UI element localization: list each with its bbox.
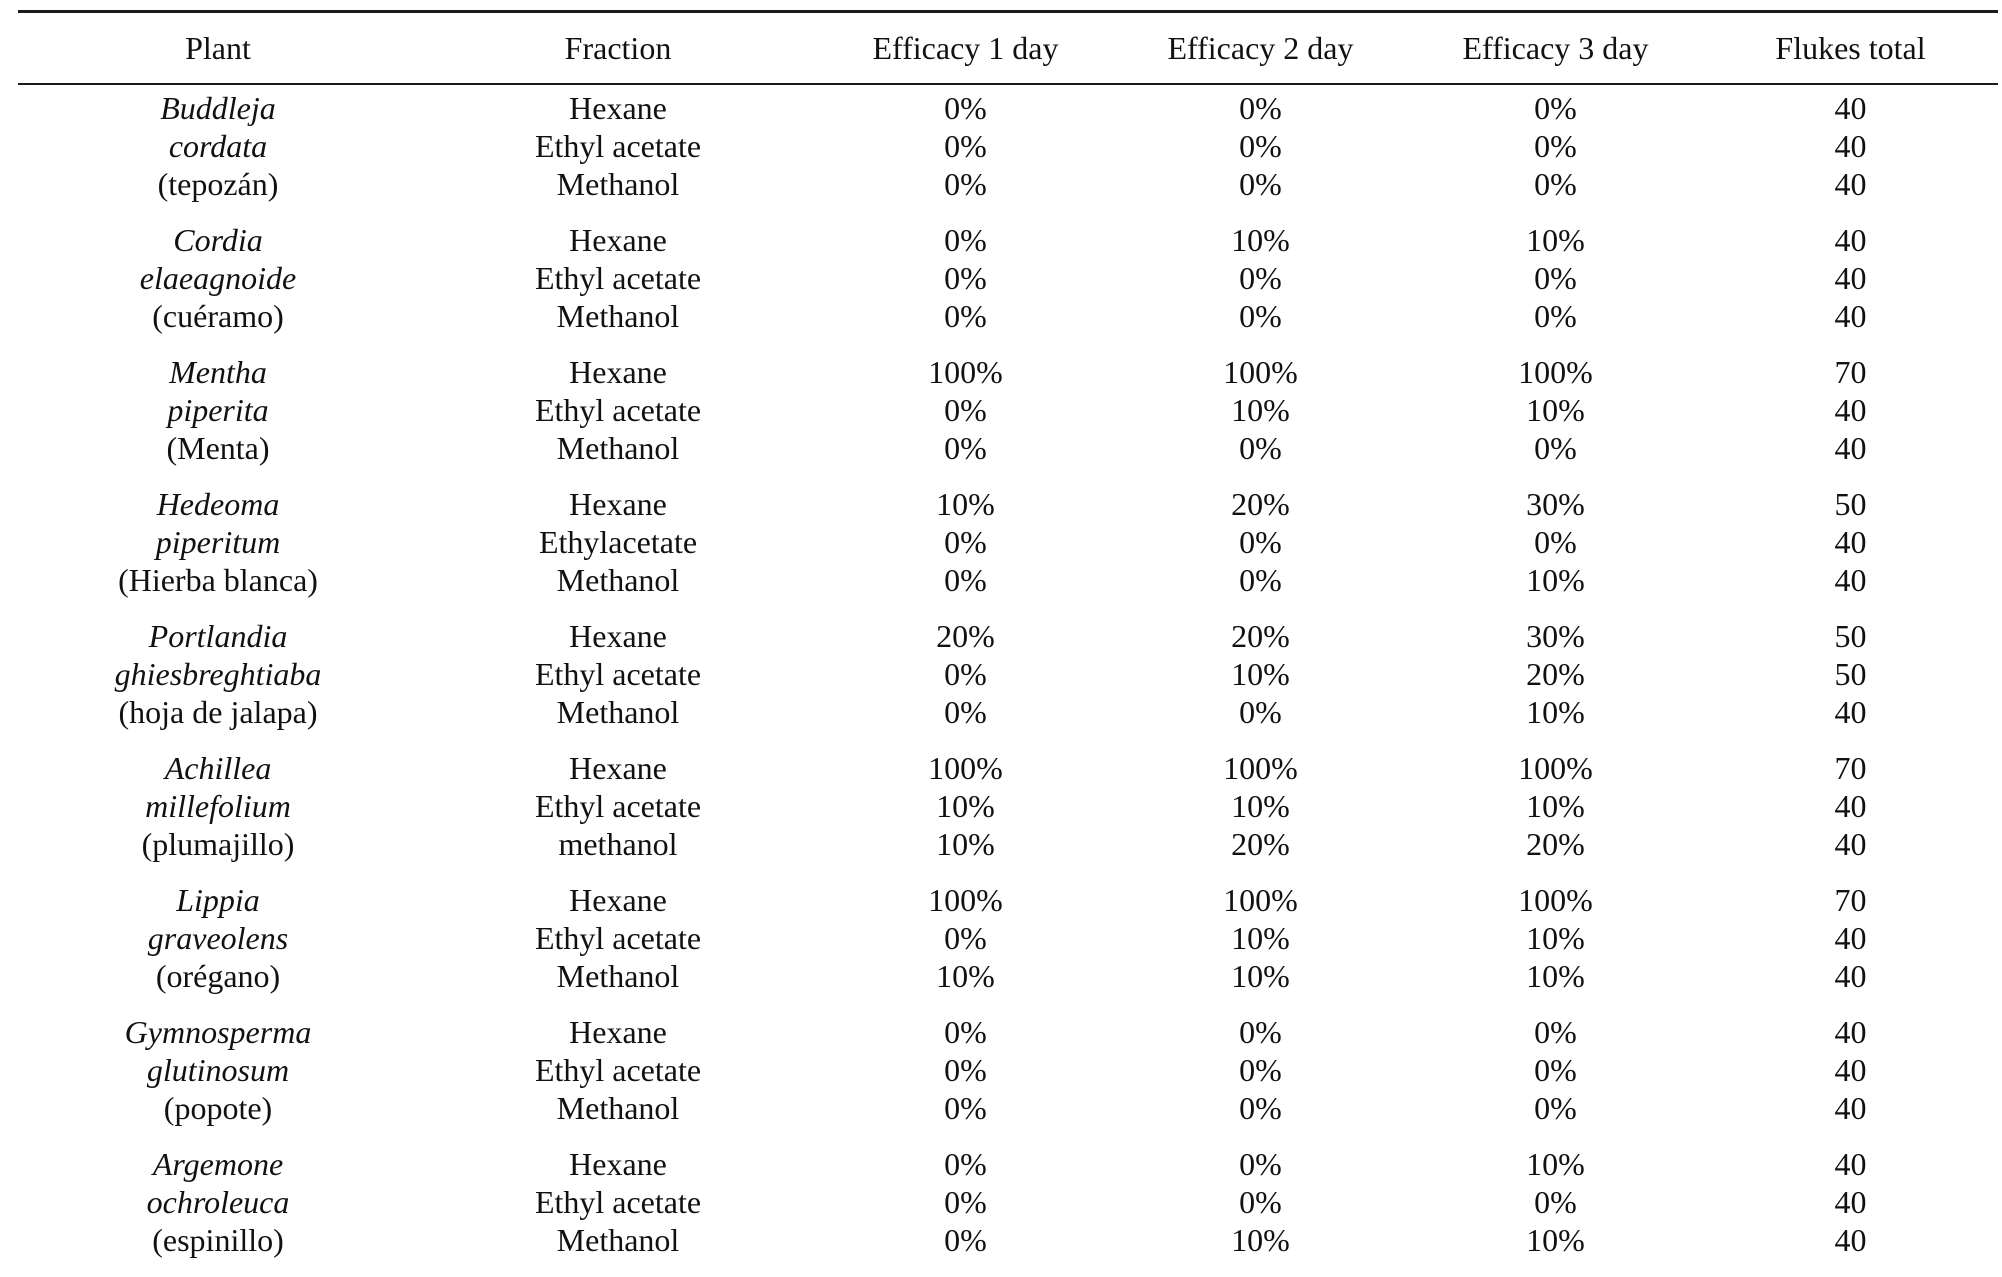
- efficacy-2-day-cell: 20%: [1231, 486, 1290, 522]
- efficacy-1-day-cell: 10%: [936, 486, 995, 522]
- efficacy-2-day-cell: 10%: [1231, 1222, 1290, 1258]
- efficacy-2-day-cell: 0%: [1239, 1184, 1282, 1220]
- efficacy-1-day-cell: 10%: [936, 788, 995, 824]
- efficacy-2-day-cell: 0%: [1239, 1014, 1282, 1050]
- efficacy-2-day-cell: 100%: [1223, 882, 1298, 918]
- flukes-total-column: [1703, 221, 1998, 335]
- efficacy-1-day-cell: 0%: [944, 298, 987, 334]
- plant-genus: Hedeoma: [156, 486, 280, 522]
- plant-genus: Achillea: [164, 750, 272, 786]
- efficacy-1-day-column: [818, 89, 1113, 203]
- fraction-cell: Hexane: [569, 90, 667, 126]
- efficacy-2-day-cell: 0%: [1239, 694, 1282, 730]
- flukes-total-column: [1703, 1145, 1998, 1259]
- efficacy-3-day-column: [1408, 749, 1703, 863]
- plant-genus: Buddleja: [160, 90, 276, 126]
- header-fraction: Fraction: [564, 29, 672, 66]
- efficacy-1-day-cell: 100%: [928, 750, 1003, 786]
- fraction-cell: Hexane: [569, 1014, 667, 1050]
- flukes-total-cell: 40: [1834, 562, 1867, 598]
- plant-genus: Lippia: [176, 882, 260, 918]
- efficacy-2-day-column: [1113, 1145, 1408, 1259]
- efficacy-1-day-cell: 100%: [928, 354, 1003, 390]
- efficacy-2-day-column: [1113, 221, 1408, 335]
- fraction-cell: Hexane: [569, 618, 667, 654]
- plant-name-cell: [18, 1013, 418, 1127]
- efficacy-3-day-cell: 0%: [1534, 524, 1577, 560]
- plant-name-cell: [18, 617, 418, 731]
- efficacy-1-day-cell: 0%: [944, 1184, 987, 1220]
- efficacy-3-day-cell: 0%: [1534, 1014, 1577, 1050]
- plant-group: [18, 1013, 1998, 1127]
- efficacy-2-day-cell: 0%: [1239, 260, 1282, 296]
- efficacy-3-day-cell: 0%: [1534, 260, 1577, 296]
- efficacy-3-day-column: [1408, 485, 1703, 599]
- plant-species: millefolium: [145, 788, 291, 824]
- fraction-column: [418, 485, 818, 599]
- plant-common-name: (espinillo): [152, 1222, 284, 1258]
- fraction-cell: methanol: [558, 826, 678, 862]
- efficacy-1-day-cell: 0%: [944, 656, 987, 692]
- plant-common-name: (Hierba blanca): [118, 562, 318, 598]
- efficacy-3-day-cell: 10%: [1526, 222, 1585, 258]
- efficacy-2-day-cell: 20%: [1231, 618, 1290, 654]
- efficacy-1-day-column: [818, 749, 1113, 863]
- plant-species: ghiesbreghtiaba: [114, 656, 322, 692]
- fraction-cell: Methanol: [556, 1090, 680, 1126]
- efficacy-1-day-cell: 100%: [928, 882, 1003, 918]
- plant-name-cell: [18, 221, 418, 335]
- efficacy-2-day-cell: 10%: [1231, 788, 1290, 824]
- efficacy-3-day-cell: 0%: [1534, 90, 1577, 126]
- efficacy-2-day-cell: 0%: [1239, 1052, 1282, 1088]
- fraction-cell: Methanol: [556, 958, 680, 994]
- flukes-total-cell: 40: [1834, 524, 1867, 560]
- efficacy-1-day-cell: 0%: [944, 128, 987, 164]
- fraction-cell: Methanol: [556, 430, 680, 466]
- efficacy-2-day-column: [1113, 353, 1408, 467]
- efficacy-1-day-cell: 0%: [944, 1222, 987, 1258]
- flukes-total-cell: 40: [1834, 222, 1867, 258]
- efficacy-3-day-cell: 10%: [1526, 1146, 1585, 1182]
- plant-genus: Mentha: [169, 354, 267, 390]
- efficacy-2-day-cell: 100%: [1223, 354, 1298, 390]
- plant-species: piperita: [167, 392, 269, 428]
- efficacy-3-day-cell: 0%: [1534, 1090, 1577, 1126]
- flukes-total-cell: 70: [1834, 750, 1867, 786]
- efficacy-2-day-cell: 10%: [1231, 920, 1290, 956]
- plant-name-cell: [18, 485, 418, 599]
- plant-group: [18, 1145, 1998, 1259]
- fraction-column: [418, 89, 818, 203]
- flukes-total-cell: 40: [1834, 430, 1867, 466]
- fraction-cell: Methanol: [556, 694, 680, 730]
- fraction-cell: Hexane: [569, 1146, 667, 1182]
- flukes-total-cell: 40: [1834, 128, 1867, 164]
- efficacy-3-day-cell: 10%: [1526, 562, 1585, 598]
- efficacy-1-day-cell: 0%: [944, 166, 987, 202]
- flukes-total-cell: 40: [1834, 1222, 1867, 1258]
- plant-species: graveolens: [147, 920, 289, 956]
- flukes-total-cell: 40: [1834, 958, 1867, 994]
- efficacy-1-day-cell: 0%: [944, 90, 987, 126]
- efficacy-3-day-cell: 10%: [1526, 694, 1585, 730]
- header-flukes-total: Flukes total: [1775, 29, 1926, 66]
- efficacy-2-day-cell: 100%: [1223, 750, 1298, 786]
- flukes-total-cell: 40: [1834, 1014, 1867, 1050]
- plant-name-cell: [18, 881, 418, 995]
- plant-common-name: (plumajillo): [141, 826, 295, 862]
- plant-common-name: (popote): [163, 1090, 273, 1126]
- fraction-cell: Ethyl acetate: [534, 392, 702, 428]
- fraction-cell: Hexane: [569, 486, 667, 522]
- efficacy-2-day-cell: 0%: [1239, 524, 1282, 560]
- efficacy-3-day-cell: 0%: [1534, 298, 1577, 334]
- efficacy-3-day-cell: 30%: [1526, 618, 1585, 654]
- header-efficacy-3-day: Efficacy 3 day: [1462, 29, 1649, 66]
- efficacy-3-day-column: [1408, 89, 1703, 203]
- efficacy-2-day-column: [1113, 1013, 1408, 1127]
- efficacy-1-day-column: [818, 881, 1113, 995]
- efficacy-1-day-cell: 0%: [944, 1146, 987, 1182]
- efficacy-1-day-column: [818, 1013, 1113, 1127]
- plant-genus: Portlandia: [148, 618, 288, 654]
- flukes-total-cell: 40: [1834, 392, 1867, 428]
- fraction-column: [418, 749, 818, 863]
- flukes-total-cell: 40: [1834, 694, 1867, 730]
- flukes-total-cell: 70: [1834, 354, 1867, 390]
- flukes-total-cell: 50: [1834, 618, 1867, 654]
- fraction-cell: Ethyl acetate: [534, 128, 702, 164]
- efficacy-1-day-column: [818, 1145, 1113, 1259]
- efficacy-2-day-cell: 10%: [1231, 392, 1290, 428]
- plant-common-name: (Menta): [166, 430, 270, 466]
- header-plant: Plant: [185, 29, 251, 66]
- fraction-cell: Methanol: [556, 298, 680, 334]
- fraction-cell: Methanol: [556, 166, 680, 202]
- plant-species: cordata: [168, 128, 268, 164]
- fraction-column: [418, 353, 818, 467]
- efficacy-3-day-column: [1408, 617, 1703, 731]
- plant-genus: Gymnosperma: [124, 1014, 312, 1050]
- efficacy-2-day-cell: 20%: [1231, 826, 1290, 862]
- efficacy-3-day-cell: 10%: [1526, 920, 1585, 956]
- flukes-total-cell: 40: [1834, 826, 1867, 862]
- efficacy-3-day-cell: 20%: [1526, 826, 1585, 862]
- efficacy-3-day-cell: 0%: [1534, 1184, 1577, 1220]
- flukes-total-cell: 40: [1834, 1090, 1867, 1126]
- fraction-column: [418, 881, 818, 995]
- efficacy-3-day-cell: 20%: [1526, 656, 1585, 692]
- efficacy-3-day-cell: 0%: [1534, 128, 1577, 164]
- fraction-column: [418, 221, 818, 335]
- efficacy-2-day-cell: 10%: [1231, 958, 1290, 994]
- efficacy-1-day-cell: 0%: [944, 260, 987, 296]
- plant-group: [18, 221, 1998, 335]
- fraction-column: [418, 1145, 818, 1259]
- efficacy-2-day-column: [1113, 89, 1408, 203]
- efficacy-3-day-cell: 30%: [1526, 486, 1585, 522]
- flukes-total-cell: 50: [1834, 656, 1867, 692]
- efficacy-1-day-cell: 0%: [944, 694, 987, 730]
- flukes-total-column: [1703, 881, 1998, 995]
- efficacy-2-day-cell: 0%: [1239, 90, 1282, 126]
- plant-common-name: (tepozán): [157, 166, 279, 202]
- flukes-total-cell: 40: [1834, 788, 1867, 824]
- header-efficacy-1-day: Efficacy 1 day: [872, 29, 1059, 66]
- efficacy-3-day-column: [1408, 221, 1703, 335]
- efficacy-2-day-cell: 0%: [1239, 430, 1282, 466]
- flukes-total-cell: 40: [1834, 90, 1867, 126]
- efficacy-2-day-cell: 0%: [1239, 562, 1282, 598]
- plant-species: elaeagnoide: [139, 260, 297, 296]
- plant-group: [18, 485, 1998, 599]
- plant-common-name: (cuéramo): [152, 298, 284, 334]
- efficacy-2-day-cell: 0%: [1239, 1090, 1282, 1126]
- efficacy-1-day-column: [818, 485, 1113, 599]
- efficacy-2-day-cell: 0%: [1239, 128, 1282, 164]
- plant-group: [18, 881, 1998, 995]
- fraction-cell: Methanol: [556, 562, 680, 598]
- plant-genus: Argemone: [152, 1146, 284, 1182]
- efficacy-1-day-cell: 0%: [944, 430, 987, 466]
- fraction-column: [418, 617, 818, 731]
- fraction-cell: Ethyl acetate: [534, 920, 702, 956]
- flukes-total-column: [1703, 89, 1998, 203]
- fraction-cell: Ethyl acetate: [534, 1052, 702, 1088]
- efficacy-3-day-cell: 10%: [1526, 1222, 1585, 1258]
- efficacy-2-day-cell: 0%: [1239, 298, 1282, 334]
- efficacy-3-day-cell: 100%: [1518, 354, 1593, 390]
- efficacy-3-day-cell: 10%: [1526, 788, 1585, 824]
- efficacy-1-day-cell: 10%: [936, 826, 995, 862]
- efficacy-1-day-cell: 0%: [944, 524, 987, 560]
- fraction-cell: Hexane: [569, 750, 667, 786]
- flukes-total-column: [1703, 617, 1998, 731]
- plant-name-cell: [18, 749, 418, 863]
- flukes-total-cell: 40: [1834, 1052, 1867, 1088]
- plant-group: [18, 749, 1998, 863]
- fraction-column: [418, 1013, 818, 1127]
- efficacy-3-day-column: [1408, 353, 1703, 467]
- fraction-cell: Hexane: [569, 222, 667, 258]
- efficacy-2-day-column: [1113, 617, 1408, 731]
- fraction-cell: Ethylacetate: [538, 524, 698, 560]
- plant-common-name: (hoja de jalapa): [118, 694, 318, 730]
- efficacy-1-day-cell: 0%: [944, 1090, 987, 1126]
- efficacy-1-day-cell: 0%: [944, 562, 987, 598]
- plant-group: [18, 89, 1998, 203]
- efficacy-1-day-cell: 20%: [936, 618, 995, 654]
- efficacy-3-day-cell: 0%: [1534, 1052, 1577, 1088]
- flukes-total-column: [1703, 353, 1998, 467]
- efficacy-3-day-column: [1408, 1013, 1703, 1127]
- efficacy-1-day-cell: 10%: [936, 958, 995, 994]
- plant-common-name: (orégano): [155, 958, 281, 994]
- efficacy-2-day-column: [1113, 749, 1408, 863]
- efficacy-2-day-cell: 0%: [1239, 1146, 1282, 1182]
- plant-group: [18, 617, 1998, 731]
- efficacy-2-day-column: [1113, 485, 1408, 599]
- efficacy-1-day-cell: 0%: [944, 920, 987, 956]
- efficacy-table: [18, 10, 1998, 1277]
- plant-name-cell: [18, 1145, 418, 1259]
- efficacy-2-day-cell: 10%: [1231, 656, 1290, 692]
- fraction-cell: Ethyl acetate: [534, 656, 702, 692]
- flukes-total-column: [1703, 1013, 1998, 1127]
- flukes-total-cell: 50: [1834, 486, 1867, 522]
- flukes-total-cell: 40: [1834, 166, 1867, 202]
- fraction-cell: Methanol: [556, 1222, 680, 1258]
- flukes-total-cell: 40: [1834, 260, 1867, 296]
- efficacy-3-day-column: [1408, 881, 1703, 995]
- efficacy-1-day-cell: 0%: [944, 1014, 987, 1050]
- flukes-total-cell: 40: [1834, 1184, 1867, 1220]
- efficacy-3-day-cell: 10%: [1526, 392, 1585, 428]
- efficacy-1-day-column: [818, 617, 1113, 731]
- plant-name-cell: [18, 353, 418, 467]
- table-body: [18, 85, 1998, 1259]
- flukes-total-cell: 70: [1834, 882, 1867, 918]
- plant-genus: Cordia: [173, 222, 263, 258]
- efficacy-1-day-column: [818, 221, 1113, 335]
- efficacy-1-day-column: [818, 353, 1113, 467]
- efficacy-2-day-cell: 10%: [1231, 222, 1290, 258]
- flukes-total-cell: 40: [1834, 920, 1867, 956]
- fraction-cell: Hexane: [569, 882, 667, 918]
- efficacy-1-day-cell: 0%: [944, 1052, 987, 1088]
- flukes-total-column: [1703, 485, 1998, 599]
- fraction-cell: Ethyl acetate: [534, 1184, 702, 1220]
- table-header: [18, 13, 1998, 83]
- plant-species: piperitum: [155, 524, 281, 560]
- efficacy-3-day-cell: 100%: [1518, 750, 1593, 786]
- efficacy-3-day-column: [1408, 1145, 1703, 1259]
- efficacy-3-day-cell: 0%: [1534, 166, 1577, 202]
- fraction-cell: Ethyl acetate: [534, 788, 702, 824]
- efficacy-1-day-cell: 0%: [944, 222, 987, 258]
- flukes-total-cell: 40: [1834, 298, 1867, 334]
- efficacy-3-day-cell: 100%: [1518, 882, 1593, 918]
- efficacy-3-day-cell: 0%: [1534, 430, 1577, 466]
- header-efficacy-2-day: Efficacy 2 day: [1167, 29, 1354, 66]
- efficacy-2-day-cell: 0%: [1239, 166, 1282, 202]
- efficacy-3-day-cell: 10%: [1526, 958, 1585, 994]
- plant-name-cell: [18, 89, 418, 203]
- plant-group: [18, 353, 1998, 467]
- fraction-cell: Ethyl acetate: [534, 260, 702, 296]
- flukes-total-column: [1703, 749, 1998, 863]
- fraction-cell: Hexane: [569, 354, 667, 390]
- efficacy-1-day-cell: 0%: [944, 392, 987, 428]
- efficacy-2-day-column: [1113, 881, 1408, 995]
- plant-species: glutinosum: [146, 1052, 290, 1088]
- plant-species: ochroleuca: [146, 1184, 290, 1220]
- flukes-total-cell: 40: [1834, 1146, 1867, 1182]
